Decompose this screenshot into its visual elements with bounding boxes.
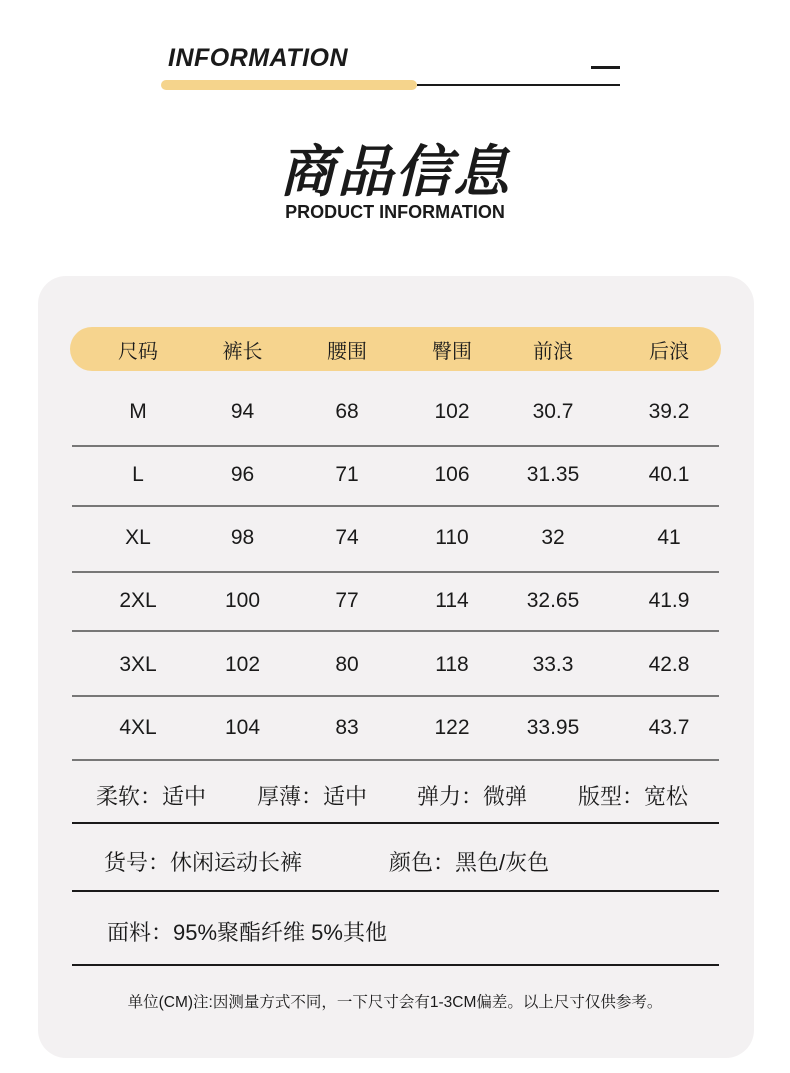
cell-length: 100 <box>224 589 261 612</box>
cell-size: 4XL <box>119 716 157 739</box>
header-divider-line <box>417 84 620 86</box>
cell-size: XL <box>125 526 151 549</box>
table-row <box>70 697 721 759</box>
measurement-note: 单位(CM)注:因测量方式不同，一下尺寸会有1-3CM偏差。以上尺寸仅供参考。 <box>127 994 663 1011</box>
cell-size: M <box>129 400 147 423</box>
column-header-front-rise: 前浪 <box>533 340 573 363</box>
cell-hip: 102 <box>434 400 470 423</box>
cell-back-rise: 41 <box>657 526 681 549</box>
cell-back-rise: 42.8 <box>648 653 690 676</box>
column-header-back-rise: 后浪 <box>649 340 689 363</box>
column-header-waist: 腰围 <box>327 340 367 363</box>
cell-size: 2XL <box>119 589 157 612</box>
table-row <box>70 570 721 632</box>
cell-length: 94 <box>230 400 255 423</box>
page-subtitle: PRODUCT INFORMATION <box>285 202 505 222</box>
page-title: 商品信息 <box>279 140 511 205</box>
cell-front-rise: 30.7 <box>532 400 574 423</box>
attr-fit: 版型：宽松 <box>578 784 689 809</box>
cell-waist: 68 <box>335 400 359 423</box>
table-row <box>70 444 721 506</box>
cell-front-rise: 33.3 <box>532 653 574 676</box>
cell-hip: 106 <box>434 463 470 486</box>
column-header-length: 裤长 <box>222 340 263 363</box>
cell-length: 104 <box>224 716 261 739</box>
column-header-size: 尺码 <box>118 340 158 363</box>
cell-front-rise: 31.35 <box>526 463 580 486</box>
row-divider <box>72 759 719 761</box>
column-header-hip: 臀围 <box>432 340 472 363</box>
cell-length: 102 <box>224 653 261 676</box>
table-row <box>70 381 721 443</box>
header-tag: INFORMATION <box>168 44 349 72</box>
cell-length: 98 <box>230 526 255 549</box>
header-yellow-bar <box>161 80 417 90</box>
cell-size: 3XL <box>119 653 157 676</box>
size-table-header <box>70 327 721 371</box>
attr-softness: 柔软：适中 <box>96 784 207 809</box>
cell-waist: 80 <box>335 653 359 676</box>
attr-thickness: 厚薄：适中 <box>257 784 368 809</box>
cell-size: L <box>132 463 144 486</box>
attr-item-no: 货号：休闲运动长裤 <box>104 850 303 875</box>
cell-waist: 77 <box>335 589 359 612</box>
table-row <box>70 507 721 569</box>
attr-color: 颜色：黑色/灰色 <box>389 850 550 875</box>
section-divider <box>72 964 719 966</box>
cell-hip: 122 <box>434 716 470 739</box>
cell-waist: 71 <box>335 463 359 486</box>
cell-waist: 74 <box>335 526 359 549</box>
section-divider <box>72 822 719 824</box>
cell-waist: 83 <box>335 716 359 739</box>
cell-back-rise: 39.2 <box>648 400 690 423</box>
cell-hip: 118 <box>435 653 469 676</box>
cell-back-rise: 43.7 <box>648 716 690 739</box>
header-dash <box>591 66 620 69</box>
row-divider <box>72 630 719 632</box>
cell-back-rise: 40.1 <box>648 463 690 486</box>
table-row <box>70 634 721 696</box>
attr-fabric: 面料：95%聚酯纤维 5%其他 <box>107 920 387 945</box>
cell-front-rise: 33.95 <box>526 716 580 739</box>
cell-back-rise: 41.9 <box>648 589 690 612</box>
section-divider <box>72 890 719 892</box>
cell-hip: 114 <box>435 589 469 612</box>
cell-front-rise: 32.65 <box>526 589 580 612</box>
cell-length: 96 <box>230 463 255 486</box>
cell-front-rise: 32 <box>541 526 565 549</box>
attr-elasticity: 弹力：微弹 <box>417 784 528 809</box>
cell-hip: 110 <box>435 526 469 549</box>
